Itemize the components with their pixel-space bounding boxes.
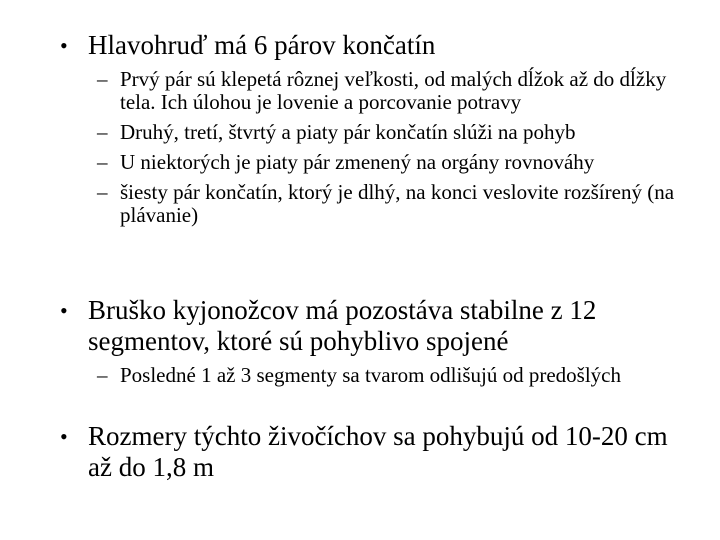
- sub-bullet-2-1: [60, 364, 680, 387]
- bullet-icon: •: [60, 424, 68, 449]
- dash-icon: –: [97, 120, 108, 144]
- bullet-text-1: Hlavohruď má 6 párov končatín: [88, 30, 436, 60]
- bullet-group-2: [60, 295, 680, 387]
- dash-icon: –: [97, 363, 108, 387]
- sub-bullet-1-1: [60, 68, 680, 114]
- bullet-text-2: Bruško kyjonožcov má pozostáva stabilne z 12 segmentov, ktoré sú pohyblivo spojené: [88, 295, 597, 356]
- sub-bullet-text: Druhý, tretí, štvrtý a piaty pár končatín slúži na pohyb: [120, 120, 576, 144]
- sub-bullet-text: Posledné 1 až 3 segmenty sa tvarom odlišujú od predošlých: [120, 363, 621, 387]
- bullet-item-2: [60, 295, 680, 357]
- sub-bullet-text: U niektorých je piaty pár zmenený na orgány rovnováhy: [120, 150, 595, 174]
- sub-bullet-text: Prvý pár sú klepetá rôznej veľkosti, od malých dĺžok až do dĺžky tela. Ich úlohou je lovenie a porcovanie potravy: [120, 67, 667, 114]
- sub-bullet-1-2: [60, 121, 680, 144]
- bullet-item-1: [60, 30, 680, 61]
- sub-bullet-1-3: [60, 151, 680, 174]
- bullet-group-3: [60, 421, 680, 483]
- bullet-icon: •: [60, 298, 68, 323]
- dash-icon: –: [97, 180, 108, 204]
- sub-bullet-text: šiesty pár končatín, ktorý je dlhý, na konci veslovite rozšírený (na plávanie): [120, 180, 675, 227]
- dash-icon: –: [97, 150, 108, 174]
- sub-bullet-1-4: [60, 181, 680, 227]
- dash-icon: –: [97, 67, 108, 91]
- bullet-group-1: [60, 30, 680, 227]
- bullet-icon: •: [60, 33, 68, 58]
- bullet-text-3: Rozmery týchto živočíchov sa pohybujú od 10-20 cm až do 1,8 m: [88, 421, 668, 482]
- bullet-item-3: [60, 421, 680, 483]
